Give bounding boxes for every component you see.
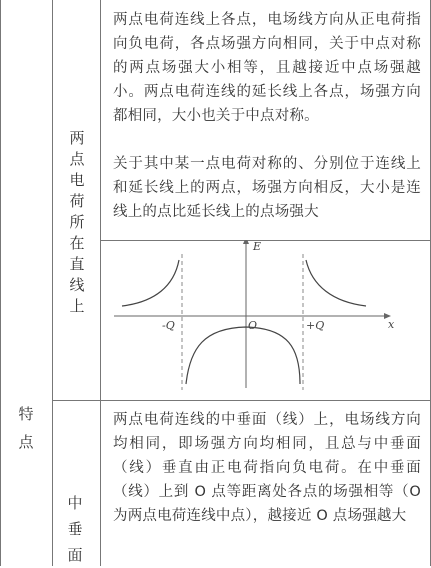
- on-line-label: 两点电荷所在直线上: [69, 129, 85, 315]
- curve-right-branch: [306, 260, 366, 306]
- curve-middle-branch: [186, 327, 300, 384]
- on-line-paragraph-1: 两点电荷连线上各点，电场线方向从正电荷指向负电荷，各点场强方向相同，关于中点对称的两点场强大小相等，且越接近中点场强越小。两点电荷连线的延长线上各点，场强方向都相同，大小也关于中点对称。: [113, 12, 421, 124]
- y-axis-label: E: [253, 240, 262, 253]
- y-axis-arrow: [243, 240, 249, 244]
- curve-left-branch: [122, 260, 179, 306]
- table-divider-col1: [52, 0, 53, 566]
- x-axis-label: x: [388, 318, 395, 331]
- perpendicular-paragraph: 两点电荷连线的中垂面（线）上，电场线方向均相同，即场强方向均相同，且总与中垂面（线）垂直由正电荷指向负电荷。在中垂面（线）上到 O 点等距离处各点的场强相等（O 为两点电荷连线中点），越接近 O 点场强越大: [113, 412, 421, 524]
- row-divider-sections: [52, 400, 431, 401]
- pos-charge-label: +Q: [306, 319, 325, 332]
- table-border-left: [0, 0, 1, 566]
- origin-label: O: [248, 319, 258, 332]
- on-line-paragraph-2: 关于其中某一点电荷对称的、分别位于连线上和延长线上的两点，场强方向相反，大小是连线上的点比延长线上的点场强大: [113, 156, 421, 220]
- field-strength-graph: [100, 240, 431, 400]
- perpendicular-label: 中垂面: [67, 494, 83, 564]
- neg-charge-label: -Q: [162, 319, 175, 332]
- characteristic-label: 特点: [18, 405, 34, 451]
